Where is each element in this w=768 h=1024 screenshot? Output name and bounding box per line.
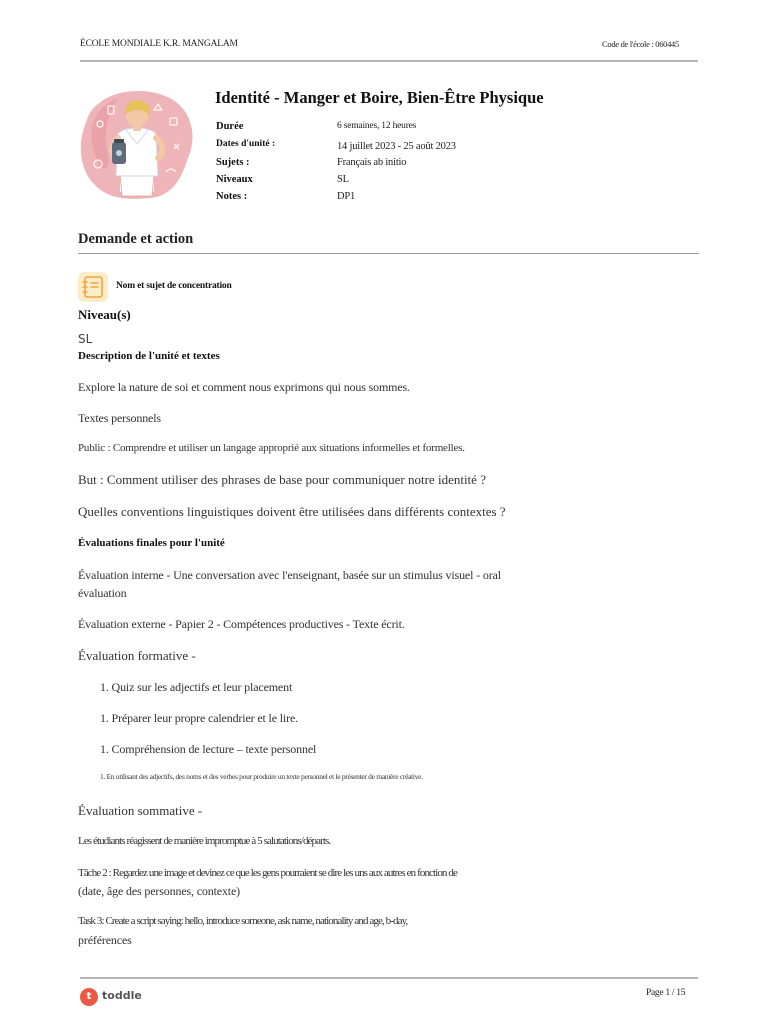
paragraph: Public : Comprendre et utiliser un langage approprié aux situations informelles et formelles. [78, 442, 465, 454]
focus-label: Nom et sujet de concentration [116, 281, 232, 291]
list-item: 1. En utilisant des adjectifs, des noms et des verbes pour produire un texte personnel et le présenter de manière créative. [100, 772, 423, 781]
meta-key: Notes : [216, 191, 248, 202]
toddle-logo-icon: t [80, 988, 98, 1006]
toddle-logo [80, 987, 160, 1007]
meta-key: Durée [216, 121, 244, 132]
footer-divider [80, 977, 698, 979]
paragraph: évaluation [78, 586, 127, 600]
paragraph: Tâche 2 : Regardez une image et devinez ce que les gens pourraient se dire les uns aux autres en fonction de [78, 867, 457, 879]
unit-illustration [78, 84, 196, 202]
paragraph: But : Comment utiliser des phrases de base pour communiquer notre identité ? [78, 472, 486, 487]
meta-key: Niveaux [216, 174, 253, 185]
description-heading: Description de l'unité et textes [78, 350, 220, 362]
notebook-icon [78, 272, 108, 302]
school-name: ÉCOLE MONDIALE K.R. MANGALAM [80, 39, 238, 49]
meta-value: 6 semaines, 12 heures [337, 121, 417, 131]
list-item: 1. Compréhension de lecture – texte personnel [100, 742, 317, 756]
paragraph: Explore la nature de soi et comment nous exprimons qui nous sommes. [78, 380, 410, 394]
section-divider [78, 253, 699, 254]
paragraph: Évaluation externe - Papier 2 - Compétences productives - Texte écrit. [78, 617, 405, 631]
paragraph: Évaluation interne - Une conversation avec l'enseignant, basée sur un stimulus visuel - oral [78, 568, 501, 582]
list-item: 1. Préparer leur propre calendrier et le lire. [100, 711, 298, 725]
paragraph: Quelles conventions linguistiques doivent être utilisées dans différents contextes ? [78, 504, 506, 519]
paragraph: Task 3: Create a script saying: hello, introduce someone, ask name, nationality and age, b-day, [78, 915, 408, 927]
page-number: Page 1 / 15 [646, 988, 686, 998]
meta-key: Dates d'unité : [216, 139, 276, 149]
list-item: 1. Quiz sur les adjectifs et leur placement [100, 680, 293, 694]
meta-value: DP1 [337, 191, 356, 202]
meta-value: SL [337, 174, 349, 185]
paragraph: préférences [78, 933, 132, 947]
section-heading: Demande et action [78, 231, 194, 247]
toddle-logo-text: toddle [102, 989, 142, 1002]
school-code: Code de l'école : 060445 [602, 39, 679, 49]
formative-heading: Évaluation formative - [78, 648, 196, 663]
meta-value: 14 juillet 2023 - 25 août 2023 [337, 141, 456, 152]
summative-heading: Évaluation sommative - [78, 803, 203, 818]
paragraph: Les étudiants réagissent de manière impromptue à 5 salutations/départs. [78, 835, 331, 847]
paragraph: Textes personnels [78, 411, 161, 425]
header-divider [80, 60, 698, 62]
meta-value: Français ab initio [337, 157, 407, 168]
levels-value: SL [78, 332, 93, 346]
evaluations-heading: Évaluations finales pour l'unité [78, 537, 225, 549]
meta-key: Sujets : [216, 157, 250, 168]
levels-heading: Niveau(s) [78, 307, 131, 322]
paragraph: (date, âge des personnes, contexte) [78, 884, 241, 898]
unit-title: Identité - Manger et Boire, Bien-Être Physique [215, 88, 544, 107]
